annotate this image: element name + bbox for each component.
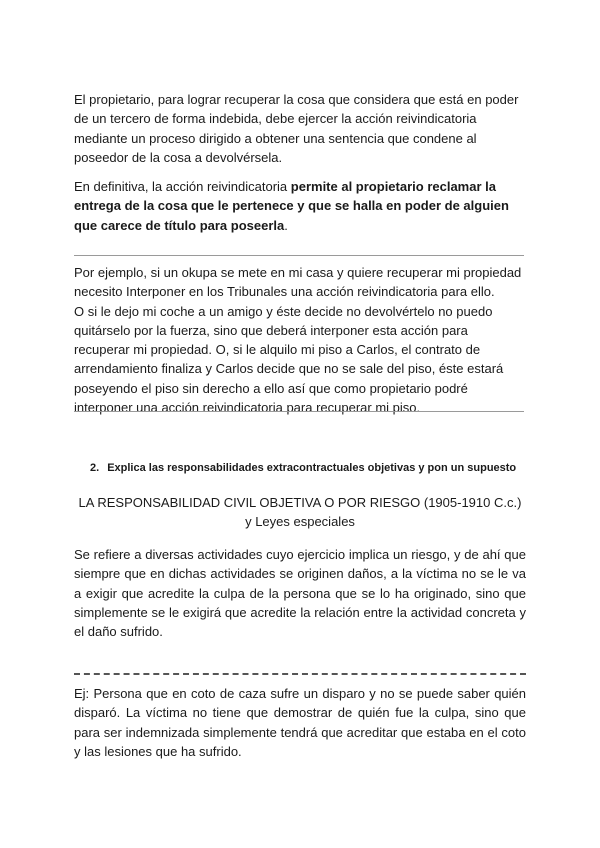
section-title: LA RESPONSABILIDAD CIVIL OBJETIVA O POR RIESGO (1905-1910 C.c.) [78, 495, 522, 510]
definicion-suffix: . [284, 217, 288, 233]
definicion-prefix: En definitiva, la acción reivindicatoria [74, 179, 291, 194]
example-block [74, 263, 526, 417]
definicion-bold: permite al propietario reclamar la entrega de la cosa que le pertenece y que se halla en poder de alguien que carece de título para poseerla [74, 179, 509, 233]
section-subtitle: y Leyes especiales [245, 514, 355, 529]
paragraph-propietario: El propietario, para lograr recuperar la cosa que considera que está en poder de un tercero de forma indebida, debe ejercer la acción reivindicatoria mediante un proceso dirigido a obtener una sentencia que condene al poseedor de la cosa a devolvérsela. [74, 92, 519, 165]
dashed-divider [74, 673, 526, 675]
divider-top [74, 255, 524, 256]
paragraph-definicion [74, 177, 526, 235]
example-line-1: Por ejemplo, si un okupa se mete en mi casa y quiere recuperar mi propiedad necesito Interponer en los Tribunales una acción reivindicatoria para ello. [74, 265, 522, 300]
question-heading [90, 462, 516, 474]
question-text: Explica las responsabilidades extracontractuales objetivas y pon un supuesto [107, 462, 517, 474]
divider-bottom [74, 411, 524, 412]
paragraph-ejemplo: Ej: Persona que en coto de caza sufre un disparo y no se puede saber quién disparó. La víctima no tiene que demostrar de quién fue la culpa, sino que para ser indemnizada simplemente tendrá que acreditar que estaba en el coto y las lesiones que ha sufrido. [74, 686, 526, 759]
question-number: 2. [90, 462, 100, 474]
paragraph-responsabilidad: Se refiere a diversas actividades cuyo ejercicio implica un riesgo, y de ahí que siempre que en dichas actividades se originen daños, a la víctima no se le va a exigir que acredite la culpa de la persona que se lo ha originado, sino que simplemente se le exigirá que acredite la relación entre la actividad concreta y el daño sufrido. [74, 547, 526, 640]
example-line-2: O si le dejo mi coche a un amigo y éste decide no devolvértelo no puedo quitárselo por la fuerza, sino que deberá interponer esta acción para recuperar mi propiedad. O, si le alquilo mi piso a Carlos, el contrato de arrendamiento finaliza y Carlos decide que no se sale del piso, éste estará poseyendo el piso sin derecho a ello así que como propietario podré interponer una acción reivindicatoria para recuperar mi piso. [74, 303, 504, 416]
